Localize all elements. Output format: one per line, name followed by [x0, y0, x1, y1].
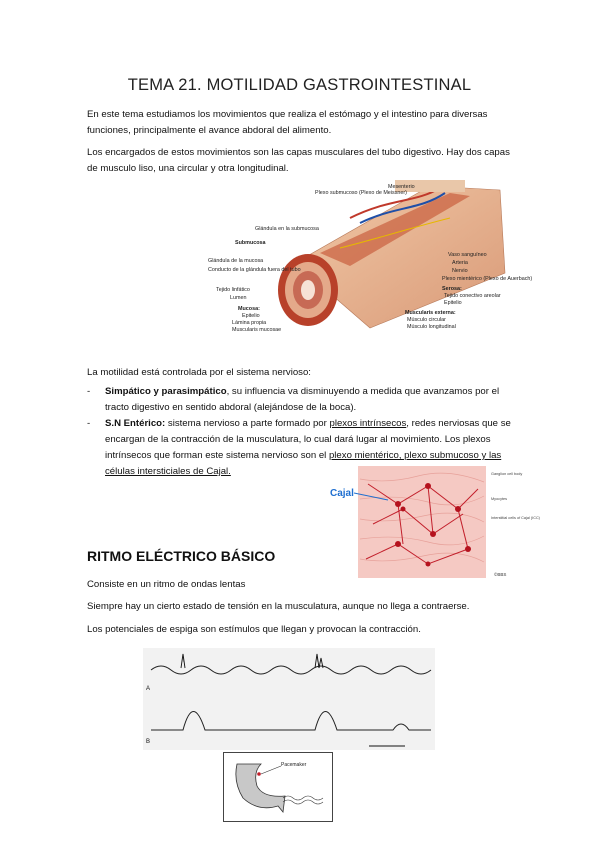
bullet-dash: - [87, 418, 91, 429]
cajal-credit: ©BBS [494, 572, 507, 577]
label-gland-duct: Conducto de la glándula fuera del tubo [208, 267, 301, 273]
label-submucosa-gland: Glándula en la submucosa [255, 226, 319, 232]
legend-myocytes: Myocytes [491, 497, 508, 501]
label-nerve: Nervio [452, 268, 468, 274]
label-serosa: Serosa: [442, 286, 462, 292]
label-lumen: Lumen [230, 295, 247, 301]
bullet-sympathetic [87, 384, 517, 416]
pacemaker-label: Pacemaker [281, 762, 307, 768]
label-myenteric-plexus: Plexo mientérico (Plexo de Auerbach) [442, 276, 533, 282]
legend-icc: Interstitial cells of Cajal (ICC) [491, 516, 540, 520]
label-submucosal-plexus: Plexo submucoso (Plexo de Meissner) [315, 190, 407, 196]
section2-paragraph-2: Siempre hay un cierto estado de tensión en la musculatura, aunque no llega a contraerse. [87, 601, 470, 612]
bullet-enteric-text-a: sistema nervioso a parte formado por [165, 418, 330, 429]
label-gland-mucosa: Glándula de la mucosa [208, 258, 264, 264]
label-longitudinal-muscle: Músculo longitudinal [407, 324, 456, 330]
label-mesentery: Mesenterio [388, 184, 415, 190]
legend-ganglion: Ganglion cell body [491, 472, 523, 476]
label-areolar-tissue: Tejido conectivo areolar [444, 293, 501, 299]
underline-intrinsic-plexus: plexos intrínsecos [329, 418, 407, 429]
label-blood-vessel: Vaso sanguíneo [448, 252, 487, 258]
cajal-label: Cajal [330, 488, 354, 499]
trace-label-b: B [146, 739, 151, 745]
section2-paragraph-1: Consiste en un ritmo de ondas lentas [87, 579, 246, 590]
page-title: TEMA 21. MOTILIDAD GASTROINTESTINAL [127, 76, 472, 94]
label-muscularis-mucosae-left: Muscularis mucosae [232, 327, 282, 333]
pacemaker-diagram [223, 752, 333, 822]
label-epithelium: Epitelio [242, 313, 260, 319]
label-serosa-epithelium: Epitelio [444, 300, 462, 306]
digestive-tube-illustration [200, 178, 533, 334]
label-submucosa: Submucosa [235, 240, 266, 246]
section-heading-ritmo: RITMO ELÉCTRICO BÁSICO [87, 548, 276, 564]
underline-plexus-list: plexo mientérico, plexo submucoso y las células intersticiales de Cajal. [105, 450, 502, 477]
nervous-intro: La motilidad está controlada por el sistema nervioso: [87, 367, 311, 378]
cajal-cells-image [328, 464, 540, 579]
bullet-enteric-bold: S.N Entérico: [105, 418, 166, 429]
label-lymph-tissue: Tejido linfático [216, 287, 250, 293]
label-lamina-propria: Lámina propia [232, 320, 267, 326]
slow-wave-trace [143, 648, 435, 750]
label-muscularis-externa: Muscularis externa: [405, 310, 456, 316]
bullet-enteric-text-b: , redes nerviosas que se encargan de la contracción de la musculatura, lo cual dará lugar al movimiento. Los plexos intrínsecos que forman este sistema nervioso son el [105, 418, 511, 461]
trace-label-a: A [146, 686, 151, 692]
section2-paragraph-3: Los potenciales de espiga son estímulos que llegan y provocan la contracción. [87, 624, 421, 635]
label-circular-muscle: Músculo circular [407, 317, 446, 323]
intro-paragraph-1: En este tema estudiamos los movimientos que realiza el estómago y el intestino para diversas funciones, principalmente el avance abdoral del alimento. [87, 109, 488, 136]
label-mucosa: Mucosa: [238, 306, 260, 312]
bullet-sympathetic-bold: Simpático y parasimpático [105, 386, 227, 397]
bullet-sympathetic-text: , su influencia va disminuyendo a medida que avanzamos por el tracto digestivo en sentido abdoral (alejándose de la boca). [105, 386, 500, 413]
intro-paragraph-2: Los encargados de estos movimientos son las capas musculares del tubo digestivo. Hay dos capas de musculo liso, una circular y otra longitudinal. [87, 147, 510, 174]
label-artery: Arteria [452, 260, 468, 266]
bullet-dash: - [87, 386, 91, 397]
